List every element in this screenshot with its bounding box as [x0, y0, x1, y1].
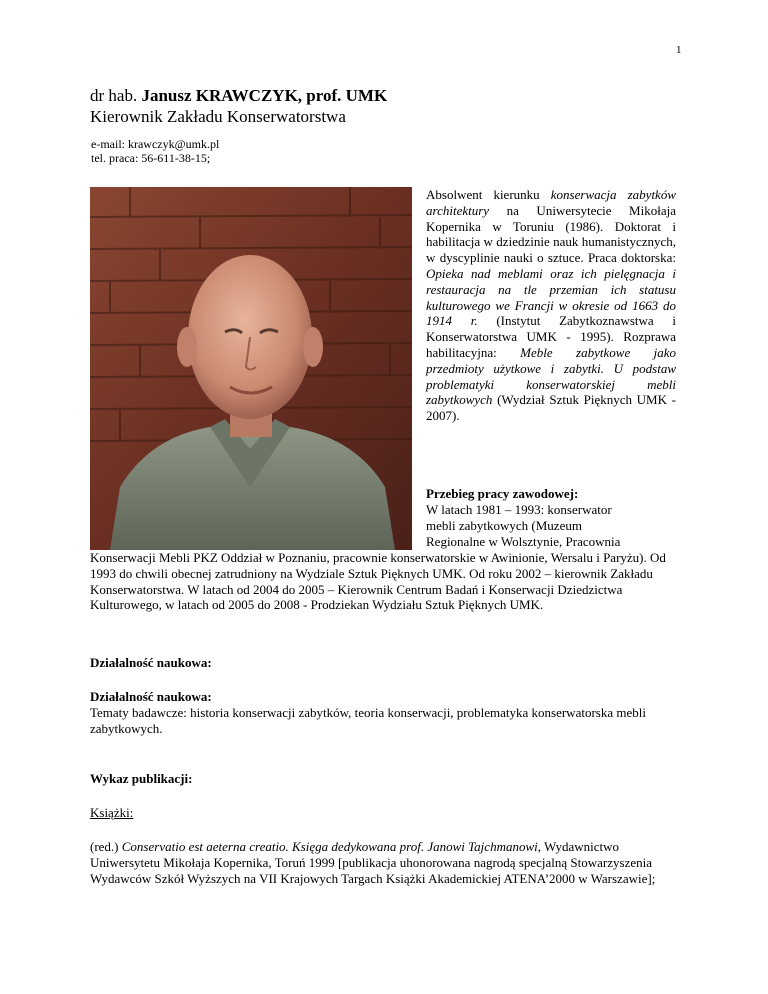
bio-italic-3: Meble zabytkowe jako przedmioty użytkowe i zabytki. U podstaw problematyki konserwatorskiej mebli zabytkowych: [426, 344, 676, 408]
bio-text-2: na Uniwersytecie Mikołaja Kopernika w Toruniu (1986). Doktorat i habilitacja w dziedzinie nauk humanistycznych, w dyscyplinie nauki o sztuce. Praca doktorska:: [426, 202, 676, 266]
publications-heading: Wykaz publikacji:: [90, 771, 193, 786]
person-name: Janusz KRAWCZYK, prof. UMK: [141, 86, 388, 105]
position-title: Kierownik Zakładu Konserwatorstwa: [90, 107, 346, 126]
book-1-prefix: (red.): [90, 839, 122, 854]
research-topics: Tematy badawcze: historia konserwacji zabytków, teoria konserwacji, problematyka konserwatorska mebli zabytkowych.: [90, 705, 646, 736]
career-line-2: mebli zabytkowych (Muzeum: [426, 518, 582, 533]
phone-line: tel. praca: 56-611-38-15;: [91, 151, 211, 165]
bio-text-3: (Instytut Zabytkoznawstwa i Konserwatorstwa UMK - 1995). Rozprawa habilitacyjna:: [426, 313, 676, 360]
bio-italic-2: Opieka nad meblami oraz ich pielęgnacja i restauracja na tle przemian ich statusu kulturowego we Francji w okresie od 1663 do 1914 r.: [426, 265, 676, 329]
book-1-title: Conservatio est aeterna creatio. Księga dedykowana prof. Janowi Tajchmanowi: [121, 839, 538, 854]
bio-text-4: (Wydział Sztuk Pięknych UMK - 2007).: [426, 392, 676, 424]
career-line-3: Regionalne w Wolsztynie, Pracownia: [426, 534, 621, 549]
title-prefix: dr hab.: [90, 86, 142, 105]
career-line-1: W latach 1981 – 1993: konserwator: [426, 502, 612, 517]
page-number: 1: [676, 44, 682, 56]
books-label: Książki:: [90, 805, 134, 820]
bio-text-1: Absolwent kierunku: [426, 187, 551, 202]
bio-paragraph: [426, 187, 676, 424]
bio-italic-1: konserwacja zabytków architektury: [426, 187, 676, 218]
science-heading-2: Działalność naukowa:: [90, 689, 212, 704]
book-entry-1: [90, 839, 690, 886]
science-heading-1: Działalność naukowa:: [90, 655, 212, 670]
career-paragraph: Konserwacji Mebli PKZ Oddział w Poznaniu, pracownie konserwatorskie w Awinionie, Wersalu i Paryżu). Od 1993 do chwili obecnej zatrudniony na Wydziale Sztuk Pięknych UMK. Od roku 2002 – kierownik Zakładu Konserwatorstwa. W latach od 2004 do 2005 – Kierownik Centrum Badań i Konserwacji Dziedzictwa Kulturowego, w latach od 2005 do 2008 - Prodziekan Wydziału Sztuk Pięknych UMK.: [90, 550, 666, 613]
page-title: [90, 86, 387, 106]
portrait-photo: [90, 187, 412, 550]
book-1-details: , Wydawnictwo Uniwersytetu Mikołaja Kopernika, Toruń 1999 [publikacja uhonorowana nagrodą specjalną Stowarzyszenia Wydawców Szkół Wyższych na VII Krajowych Targach Książki Akademickiej ATENA’2000 w Warszawie];: [90, 839, 656, 886]
career-heading: Przebieg pracy zawodowej:: [426, 486, 579, 501]
email-line[interactable]: e-mail: krawczyk@umk.pl: [91, 137, 220, 151]
